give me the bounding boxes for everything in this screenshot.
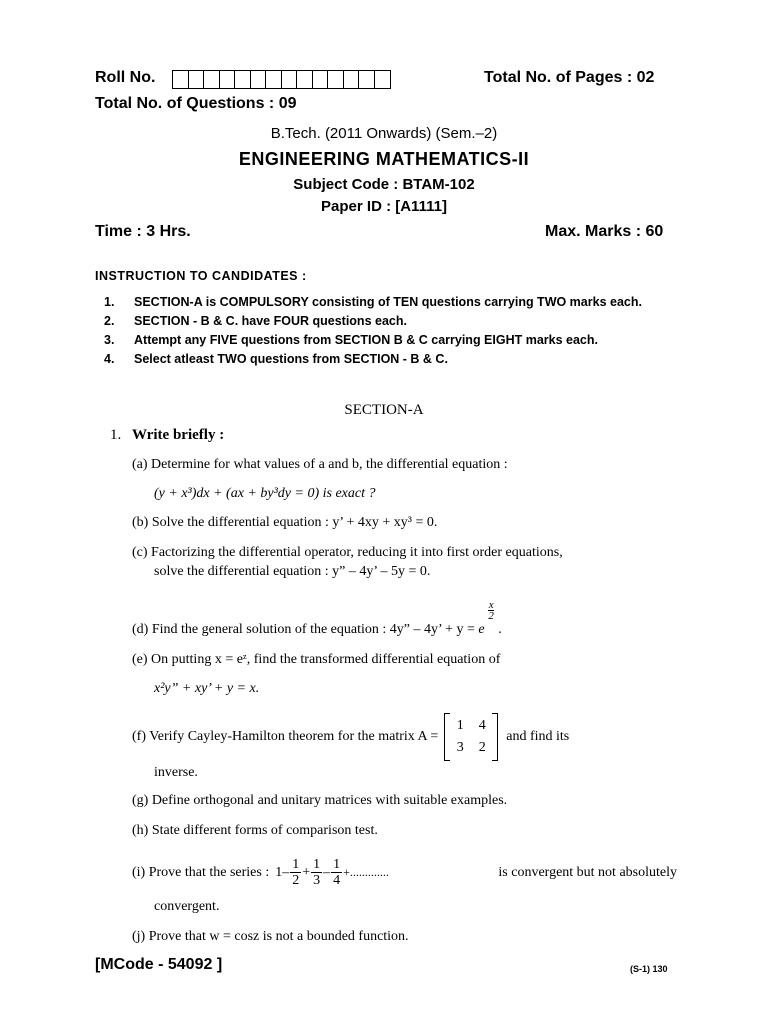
question-1a-equation: (y + x³)dx + (ax + by³dy = 0) is exact ?	[154, 486, 376, 501]
roll-no-boxes[interactable]	[172, 70, 391, 93]
course-line: B.Tech. (2011 Onwards) (Sem.–2)	[270, 125, 498, 142]
roll-no-label: Roll No.	[95, 69, 156, 86]
question-1g: (g) Define orthogonal and unitary matrices with suitable examples.	[132, 793, 508, 808]
instruction-item: 1. SECTION-A is COMPULSORY consisting of TEN questions carrying TWO marks each.	[104, 295, 642, 309]
total-questions: Total No. of Questions : 09	[95, 95, 297, 112]
question-1d-text: (d) Find the general solution of the equation : 4y” – 4y’ + y =	[132, 622, 475, 637]
question-1e-line1: (e) On putting x = eᶻ, find the transformed differential equation of	[132, 652, 501, 667]
question-1i	[132, 857, 677, 888]
question-1-label: Write briefly :	[132, 427, 225, 443]
max-marks-label: Max. Marks : 60	[545, 223, 664, 240]
series-expression: 1– $\frac{1}{2}$ + $\frac{1}{3}$ – $\frac{1}{4}$ +.............	[275, 857, 389, 888]
question-1e-line2: x²y” + xy’ + y = x.	[154, 681, 260, 696]
question-1h: (h) State different forms of comparison test.	[132, 823, 378, 838]
instruction-item: 2. SECTION - B & C. have FOUR questions each.	[104, 314, 407, 328]
question-1b: (b) Solve the differential equation : y’ + 4xy + xy³ = 0.	[132, 515, 438, 530]
total-pages: Total No. of Pages : 02	[484, 69, 655, 86]
mcode-label: [MCode - 54092 ]	[95, 956, 223, 973]
question-1f-after: and find its	[506, 729, 570, 744]
time-label: Time : 3 Hrs.	[95, 223, 191, 240]
question-1a-line1: (a) Determine for what values of a and b, the differential equation :	[132, 457, 508, 472]
instructions-heading: INSTRUCTION TO CANDIDATES :	[95, 269, 307, 283]
question-1f-text: (f) Verify Cayley-Hamilton theorem for the matrix A =	[132, 729, 439, 744]
paper-title: ENGINEERING MATHEMATICS-II	[238, 149, 530, 169]
question-1i-text: (i) Prove that the series :	[132, 864, 270, 880]
instructions-list	[104, 294, 674, 370]
matrix-a: 1 4 3 2	[444, 713, 498, 761]
question-1c-line2: solve the differential equation : y” – 4y’ – 5y = 0.	[154, 564, 431, 579]
question-1d	[132, 599, 503, 638]
question-1f-line2: inverse.	[154, 765, 198, 780]
section-a-heading: SECTION-A	[344, 402, 424, 418]
question-1-number: 1.	[110, 427, 122, 443]
question-1i-after: is convergent but not absolutely	[498, 864, 677, 880]
instruction-item: 4. Select atleast TWO questions from SECTION - B & C.	[104, 352, 448, 366]
subject-code: Subject Code : BTAM-102	[293, 176, 475, 193]
question-1c-line1: (c) Factorizing the differential operator, reducing it into first order equations,	[132, 545, 563, 560]
question-1f	[132, 713, 677, 761]
paper-id: Paper ID : [A1111]	[321, 198, 447, 215]
series-code: (S-1) 130	[630, 964, 668, 974]
question-1j: (j) Prove that w = cosz is not a bounded function.	[132, 929, 409, 944]
question-1i-line2: convergent.	[154, 899, 220, 914]
question-1d-exponential: e x 2 .	[478, 599, 503, 637]
instruction-item: 3. Attempt any FIVE questions from SECTION B & C carrying EIGHT marks each.	[104, 333, 598, 347]
